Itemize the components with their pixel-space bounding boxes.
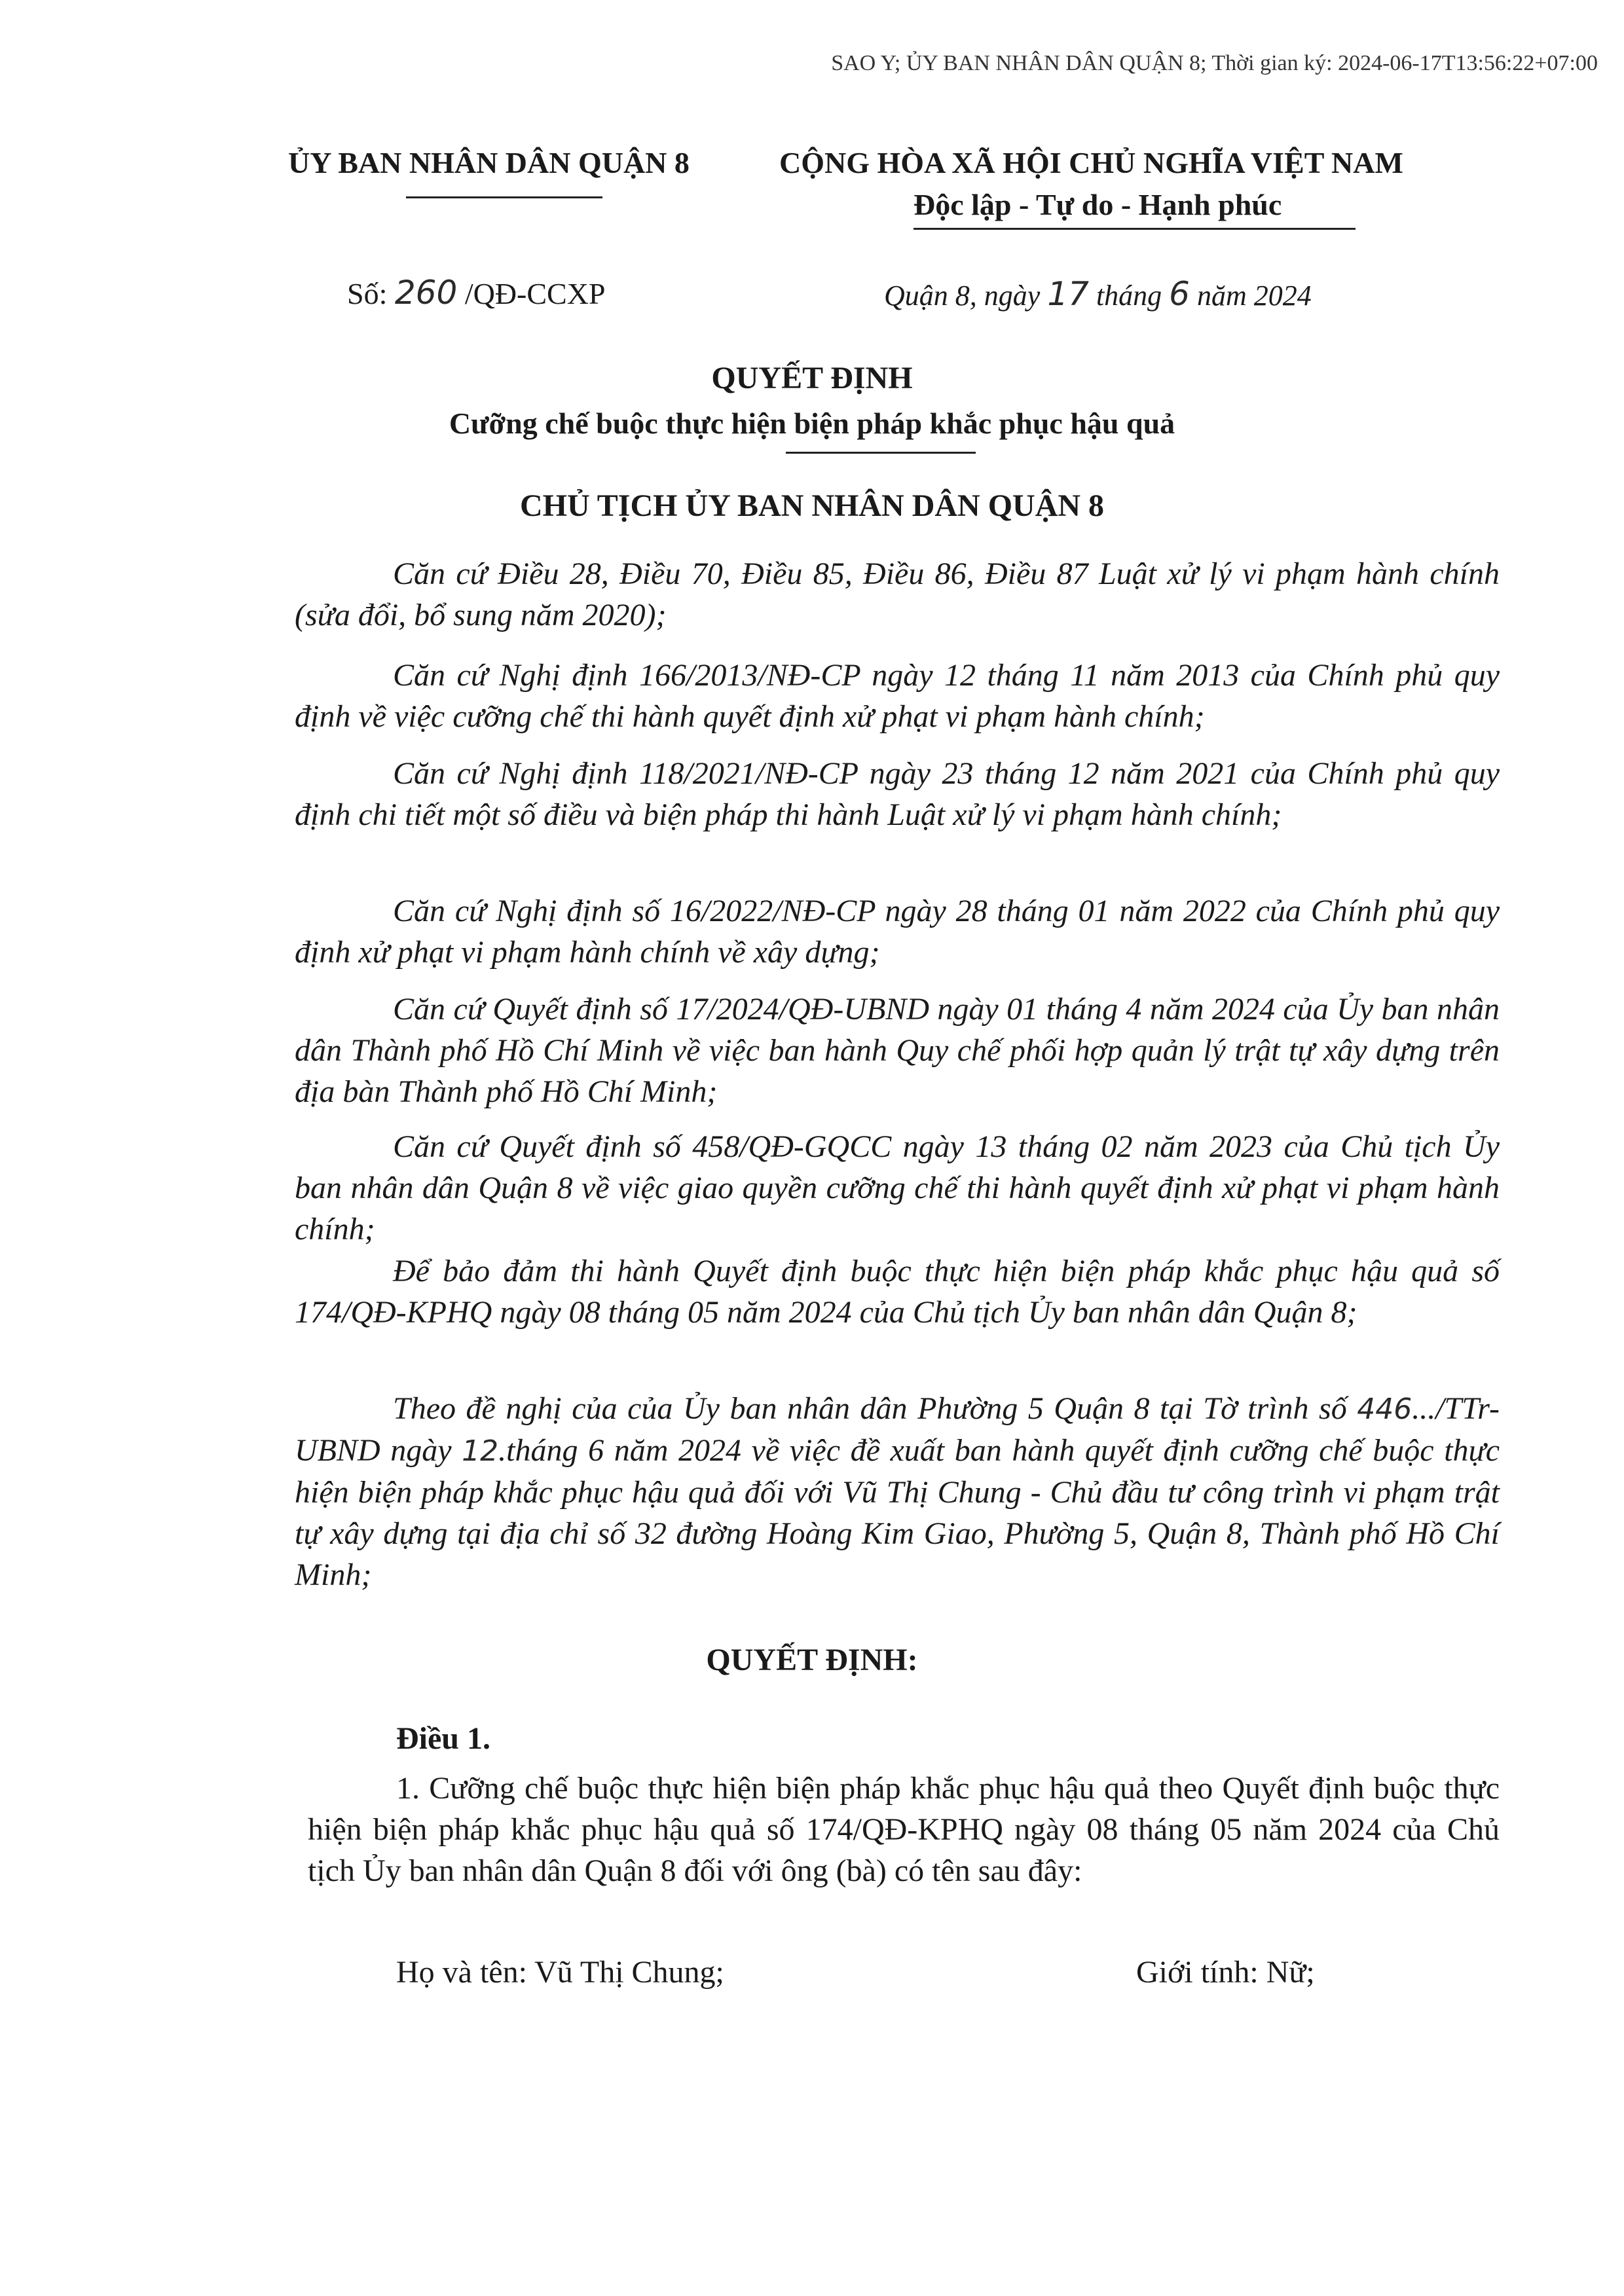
legal-basis-item: Căn cứ Nghị định số 16/2022/NĐ-CP ngày 28 tháng 01 năm 2022 của Chính phủ quy định xử phạt vi phạm hành chính về xây dựng;	[295, 894, 1500, 970]
proposal-text-1: Theo đề nghị của của Ủy ban nhân dân Phường 5 Quận 8 tại Tờ trình số	[393, 1391, 1357, 1426]
proposal-paragraph	[295, 1388, 1500, 1595]
proposal-day-handwritten: 12	[462, 1434, 499, 1468]
document-number	[347, 274, 606, 312]
proposal-text-2: .../TTr-UBND ngày	[295, 1391, 1500, 1468]
legal-basis-item: Căn cứ Quyết định số 458/QĐ-GQCC ngày 13 tháng 02 năm 2023 của Chủ tịch Ủy ban nhân dân Quận 8 về việc giao quyền cưỡng chế thi hành quyết định xử phạt vi phạm hành chính;	[295, 1129, 1500, 1247]
proposal-text-3: .tháng 6 năm 2024 về việc đề xuất ban hành quyết định cưỡng chế buộc thực hiện biện pháp khắc phục hậu quả đối với Vũ Thị Chung - Chủ đầu tư công trình vi phạm trật tự xây dựng tại địa chỉ số 32 đường Hoàng Kim Giao, Phường 5, Quận 8, Thành phố Hồ Chí Minh;	[295, 1433, 1500, 1592]
legal-basis-item: Căn cứ Nghị định 166/2013/NĐ-CP ngày 12 tháng 11 năm 2013 của Chính phủ quy định về việc cưỡng chế thi hành quyết định xử phạt vi phạm hành chính;	[295, 658, 1500, 734]
date-day-handwritten: 17	[1047, 275, 1089, 313]
legal-basis-item: Căn cứ Quyết định số 17/2024/QĐ-UBND ngày 01 tháng 4 năm 2024 của Ủy ban nhân dân Thành phố Hồ Chí Minh về việc ban hành Quy chế phối hợp quản lý trật tự xây dựng trên địa bàn Thành phố Hồ Chí Minh;	[295, 992, 1500, 1109]
organization-underline	[406, 196, 602, 198]
document-title: QUYẾT ĐỊNH	[711, 361, 913, 395]
article-1-paragraph: 1. Cưỡng chế buộc thực hiện biện pháp khắc phục hậu quả theo Quyết định buộc thực hiện biện pháp khắc phục hậu quả số 174/QĐ-KPHQ ngày 08 tháng 05 năm 2024 của Chủ tịch Ủy ban nhân dân Quận 8 đối với ông (bà) có tên sau đây:	[308, 1771, 1500, 1888]
issuing-authority: CHỦ TỊCH ỦY BAN NHÂN DÂN QUẬN 8	[519, 488, 1105, 523]
decision-heading: QUYẾT ĐỊNH:	[706, 1643, 918, 1677]
article-1-title: Điều 1.	[396, 1721, 490, 1756]
person-gender: Giới tính: Nữ;	[1136, 1955, 1315, 1990]
issue-date	[884, 275, 1312, 313]
national-title: CỘNG HÒA XÃ HỘI CHỦ NGHĨA VIỆT NAM	[779, 146, 1403, 179]
person-name: Họ và tên: Vũ Thị Chung;	[396, 1955, 724, 1990]
national-motto: Độc lập - Tự do - Hạnh phúc	[913, 188, 1282, 221]
issuing-organization: ỦY BAN NHÂN DÂN QUẬN 8	[288, 146, 690, 179]
date-month-handwritten: 6	[1169, 275, 1190, 313]
date-year: năm 2024	[1196, 280, 1312, 312]
proposal-number-handwritten: 446	[1357, 1393, 1412, 1426]
document-number-suffix: /QĐ-CCXP	[464, 277, 606, 310]
legal-basis-item: Để bảo đảm thi hành Quyết định buộc thực hiện biện pháp khắc phục hậu quả số 174/QĐ-KPHQ ngày 08 tháng 05 năm 2024 của Chủ tịch Ủy ban nhân dân Quận 8;	[295, 1254, 1500, 1330]
date-place-label: Quận 8, ngày	[884, 280, 1041, 312]
document-number-prefix: Số:	[347, 277, 388, 310]
digital-signature-stamp: SAO Y; ỦY BAN NHÂN DÂN QUẬN 8; Thời gian ký: 2024-06-17T13:56:22+07:00	[831, 51, 1598, 75]
motto-underline	[913, 228, 1356, 230]
document-number-handwritten: 260	[394, 274, 458, 312]
document-subtitle: Cưỡng chế buộc thực hiện biện pháp khắc phục hậu quả	[449, 407, 1175, 440]
legal-basis-item: Căn cứ Nghị định 118/2021/NĐ-CP ngày 23 tháng 12 năm 2021 của Chính phủ quy định chi tiết một số điều và biện pháp thi hành Luật xử lý vi phạm hành chính;	[295, 756, 1500, 832]
legal-basis-item: Căn cứ Điều 28, Điều 70, Điều 85, Điều 86, Điều 87 Luật xử lý vi phạm hành chính (sửa đổi, bổ sung năm 2020);	[295, 556, 1500, 632]
date-month-label: tháng	[1096, 280, 1162, 312]
subtitle-underline	[786, 452, 976, 454]
